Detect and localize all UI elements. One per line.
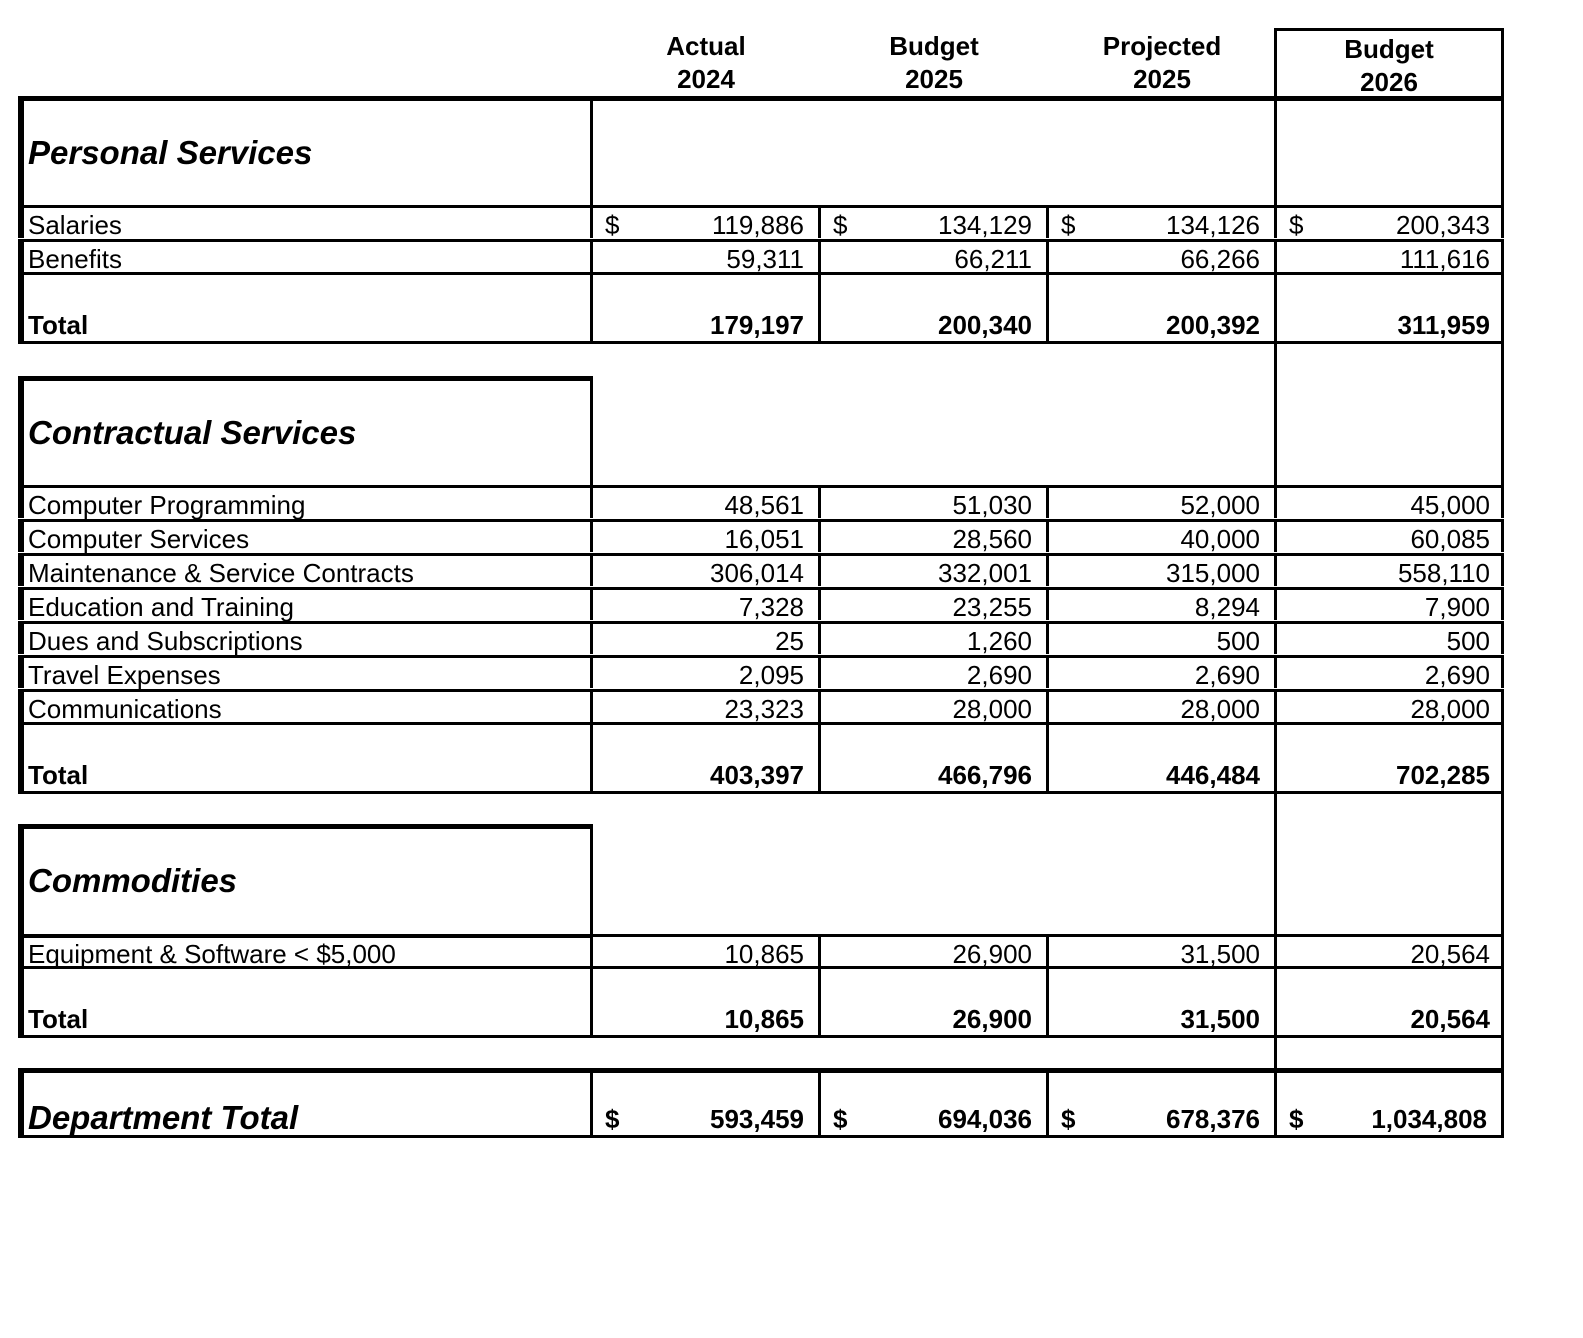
cell [818, 522, 1046, 552]
table-row [18, 485, 1504, 518]
value: 16,051 [724, 524, 804, 554]
total-label: Total [28, 1004, 89, 1034]
cell [590, 488, 818, 518]
cell [590, 208, 818, 238]
cell [590, 969, 818, 1035]
cell [590, 1073, 818, 1135]
total-value: 20,564 [1410, 1004, 1490, 1034]
cell [1046, 624, 1274, 654]
value: 31,500 [1180, 939, 1260, 969]
cell [1046, 242, 1274, 272]
row-label: Dues and Subscriptions [28, 626, 303, 656]
divider [1274, 96, 1277, 208]
col-header-line1: Budget [889, 31, 979, 61]
table-row [18, 205, 1504, 238]
value: 23,323 [724, 694, 804, 724]
section-title: Commodities [28, 862, 238, 899]
value: 66,211 [954, 244, 1032, 274]
value: 26,900 [952, 939, 1032, 969]
col-header-line1: Projected [1102, 31, 1222, 61]
value: 500 [1446, 626, 1490, 656]
total-value: 179,197 [710, 310, 804, 340]
department-total-value: 593,459 [710, 1104, 804, 1134]
total-value: 26,900 [952, 1004, 1032, 1034]
cell [1274, 275, 1504, 341]
col-header-line1: Budget [1344, 34, 1434, 64]
cell [1046, 556, 1274, 586]
value: 28,000 [1410, 694, 1490, 724]
value: 48,561 [724, 490, 804, 520]
department-total-value: 694,036 [938, 1104, 1032, 1134]
row-label: Computer Programming [28, 490, 306, 520]
value: 28,000 [952, 694, 1032, 724]
cell [590, 590, 818, 620]
value: 306,014 [710, 558, 804, 588]
value: 119,886 [711, 210, 804, 240]
cell [590, 522, 818, 552]
table-row [18, 655, 1504, 688]
value: 28,000 [1180, 694, 1260, 724]
value: 66,266 [1180, 244, 1260, 274]
row-label: Communications [28, 694, 222, 724]
total-row [18, 722, 1504, 794]
total-value: 702,285 [1396, 760, 1490, 790]
value: 51,030 [952, 490, 1032, 520]
total-value: 200,340 [938, 310, 1032, 340]
value: 2,690 [1194, 660, 1260, 690]
value: 332,001 [938, 558, 1032, 588]
cell [818, 242, 1046, 272]
value: 315,000 [1166, 558, 1260, 588]
total-label: Total [28, 310, 89, 340]
col-header-line2: 2024 [677, 64, 735, 94]
cell [1274, 937, 1504, 967]
cell [1046, 208, 1274, 238]
section-contractual-services [18, 376, 1504, 794]
total-label: Total [28, 760, 89, 790]
value: 7,328 [738, 592, 804, 622]
cell [590, 624, 818, 654]
value: 59,311 [726, 244, 804, 274]
dollar-sign: $ [605, 1104, 620, 1134]
section-title: Contractual Services [28, 414, 357, 451]
row-label: Education and Training [28, 592, 294, 622]
cell [818, 488, 1046, 518]
cell [818, 725, 1046, 791]
table-row [18, 689, 1504, 722]
section-personal-services [18, 96, 1504, 344]
cell [1046, 275, 1274, 341]
cell [1274, 208, 1504, 238]
col-header-budget-2026 [1274, 28, 1504, 98]
cell [1046, 522, 1274, 552]
total-value: 311,959 [1397, 310, 1490, 340]
cell [1046, 937, 1274, 967]
value: 52,000 [1180, 490, 1260, 520]
value: 2,690 [1424, 660, 1490, 690]
row-label: Equipment & Software < $5,000 [28, 939, 396, 969]
value: 40,000 [1180, 524, 1260, 554]
cell [590, 275, 818, 341]
table-row [18, 621, 1504, 654]
cell [1046, 969, 1274, 1035]
row-label: Maintenance & Service Contracts [28, 558, 414, 588]
table-row [18, 553, 1504, 586]
total-value: 31,500 [1180, 1004, 1260, 1034]
row-label: Travel Expenses [28, 660, 221, 690]
col-header-line2: 2025 [1133, 64, 1191, 94]
value: 8,294 [1194, 592, 1260, 622]
cell [1274, 969, 1504, 1035]
cell [1274, 1073, 1501, 1135]
value: 20,564 [1410, 939, 1490, 969]
col-header-actual-2024 [592, 28, 820, 98]
cell [818, 937, 1046, 967]
cell [1046, 488, 1274, 518]
dollar-sign: $ [1061, 210, 1076, 240]
value: 500 [1216, 626, 1260, 656]
department-total-value: 1,034,808 [1371, 1104, 1487, 1134]
total-value: 446,484 [1166, 760, 1260, 790]
row-label: Benefits [28, 244, 122, 274]
cell [818, 208, 1046, 238]
value: 2,690 [966, 660, 1032, 690]
row-label: Salaries [28, 210, 122, 240]
value: 134,129 [938, 210, 1032, 240]
cell [1046, 725, 1274, 791]
department-total-label: Department Total [28, 1099, 299, 1136]
cell [590, 242, 818, 272]
col-header-projected-2025 [1048, 28, 1276, 98]
value: 558,110 [1397, 558, 1490, 588]
cell [1274, 624, 1504, 654]
total-value: 10,865 [724, 1004, 804, 1034]
table-row [18, 519, 1504, 552]
cell [1274, 488, 1504, 518]
value: 200,343 [1396, 210, 1490, 240]
cell [1274, 725, 1504, 791]
col-header-line2: 2026 [1360, 67, 1418, 97]
value: 23,255 [952, 592, 1032, 622]
cell [1046, 590, 1274, 620]
value: 45,000 [1410, 490, 1490, 520]
col-header-budget-2025 [820, 28, 1048, 98]
cell [590, 725, 818, 791]
row-label: Computer Services [28, 524, 250, 554]
cell [1274, 658, 1504, 688]
value: 1,260 [966, 626, 1032, 656]
cell [818, 1073, 1046, 1135]
cell [590, 692, 818, 722]
spacer-cell [1274, 1036, 1504, 1070]
value: 134,126 [1166, 210, 1260, 240]
dollar-sign: $ [1289, 1104, 1304, 1134]
cell [1274, 242, 1504, 272]
table-row [18, 934, 1504, 967]
cell [1274, 590, 1504, 620]
total-row [18, 272, 1504, 344]
col-header-line2: 2025 [905, 64, 963, 94]
value: 10,865 [724, 939, 804, 969]
value: 2,095 [738, 660, 804, 690]
col-header-line1: Actual [666, 31, 746, 61]
cell [818, 624, 1046, 654]
cell [1046, 658, 1274, 688]
section-commodities [18, 824, 1504, 1038]
dollar-sign: $ [833, 1104, 848, 1134]
cell [1274, 692, 1504, 722]
cell [818, 556, 1046, 586]
cell [1046, 692, 1274, 722]
dollar-sign: $ [1289, 210, 1304, 240]
total-value: 403,397 [710, 760, 804, 790]
total-row [18, 966, 1504, 1038]
total-value: 200,392 [1166, 310, 1260, 340]
department-total-value: 678,376 [1166, 1104, 1260, 1134]
dollar-sign: $ [1061, 1104, 1076, 1134]
cell [1046, 1073, 1274, 1135]
cell [818, 590, 1046, 620]
value: 60,085 [1410, 524, 1490, 554]
total-value: 466,796 [938, 760, 1032, 790]
section-title: Personal Services [28, 134, 313, 171]
value: 25 [775, 626, 804, 656]
cell [590, 658, 818, 688]
cell [1274, 556, 1504, 586]
cell [590, 556, 818, 586]
value: 111,616 [1399, 244, 1490, 274]
dollar-sign: $ [605, 210, 620, 240]
cell [818, 658, 1046, 688]
cell [818, 969, 1046, 1035]
cell [590, 937, 818, 967]
cell [1274, 522, 1504, 552]
department-total-row [18, 1068, 1504, 1138]
cell [818, 692, 1046, 722]
value: 7,900 [1424, 592, 1490, 622]
table-row [18, 587, 1504, 620]
dollar-sign: $ [833, 210, 848, 240]
cell [818, 275, 1046, 341]
value: 28,560 [952, 524, 1032, 554]
divider [590, 96, 593, 208]
table-row [18, 239, 1504, 272]
